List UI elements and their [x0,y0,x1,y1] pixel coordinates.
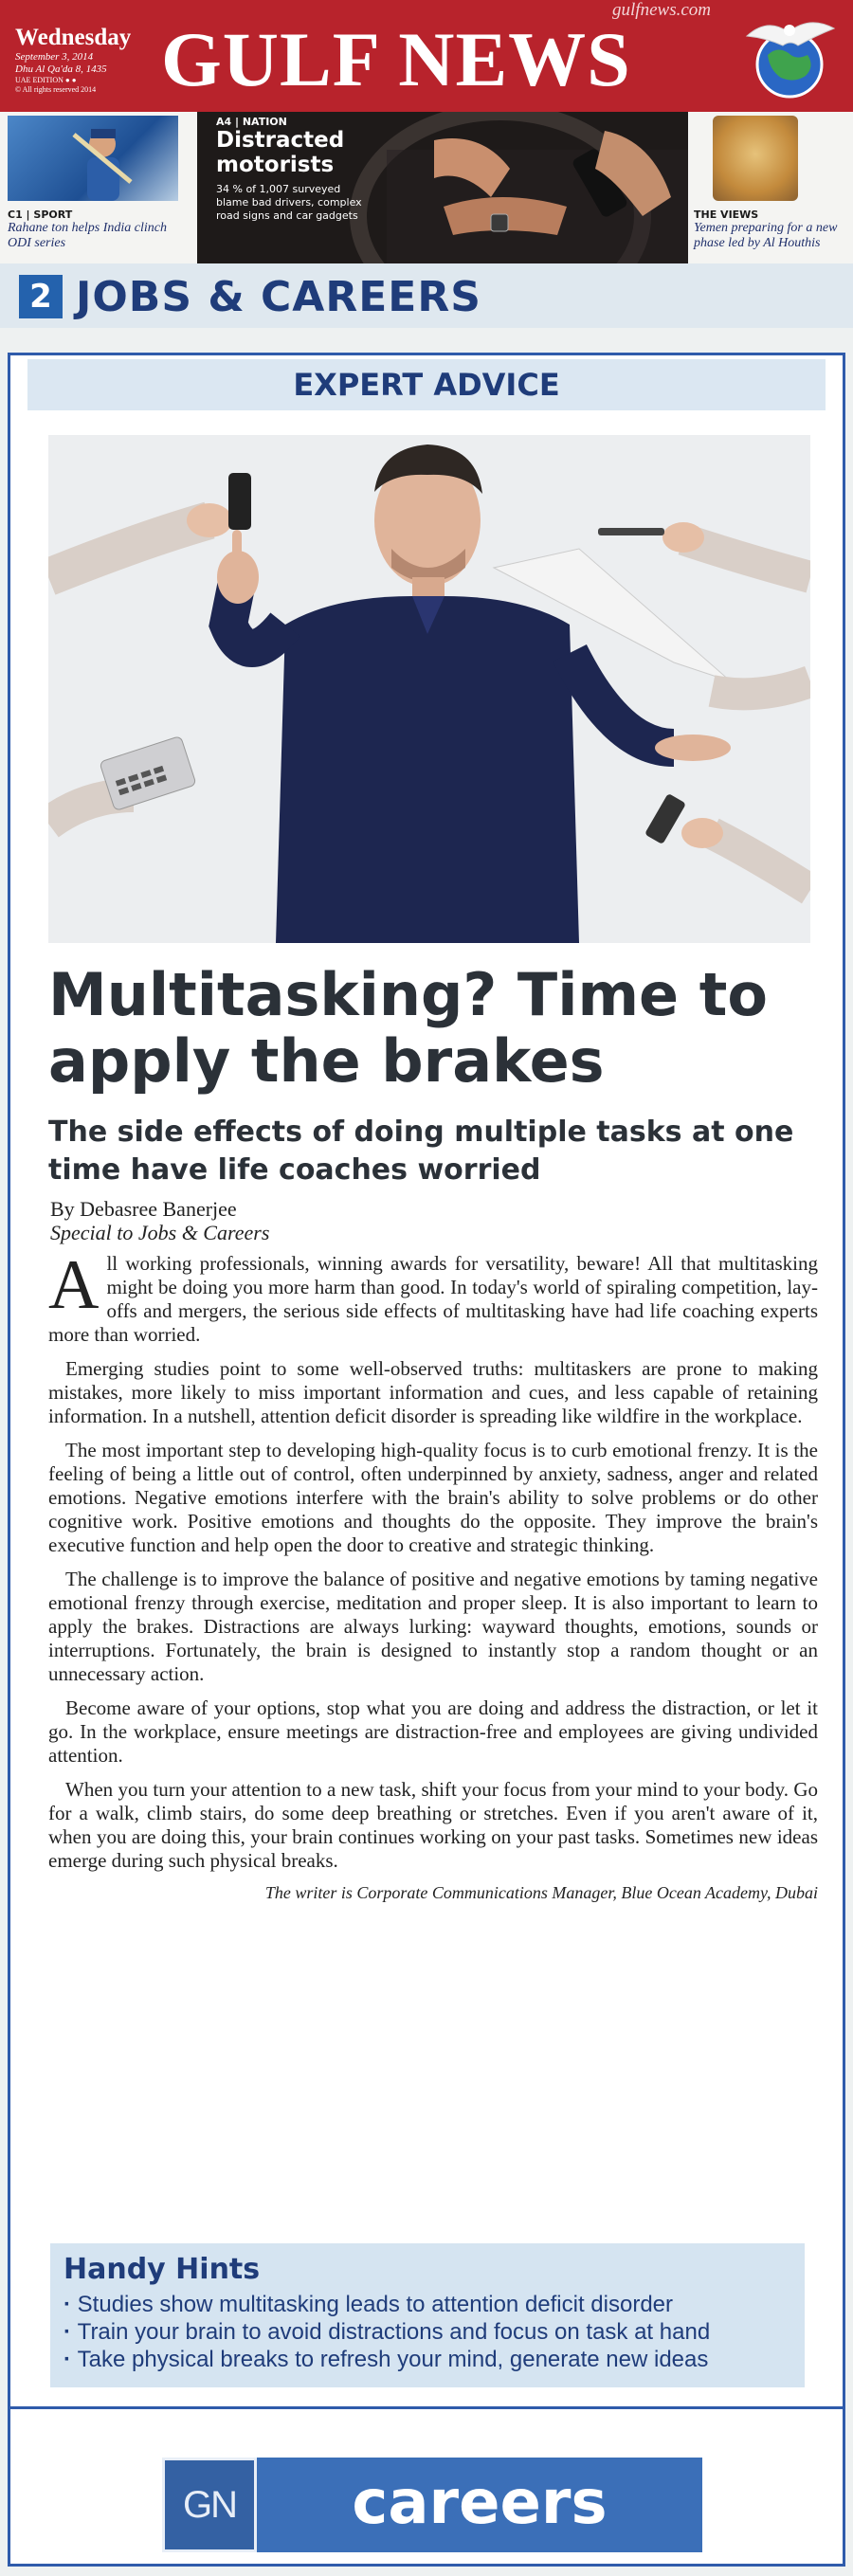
article-paragraph [48,1246,818,1347]
views-teaser-text: Yemen preparing for a new phase led by Al Houthis [694,221,838,250]
hints-title: Handy Hints [64,2253,261,2286]
issue-date: September 3, 2014 [15,51,94,63]
sport-tag: C1 | SPORT [8,209,73,221]
article-headline: Multitasking? Time to apply the brakes [48,960,768,1096]
nation-teaser-text-block [216,116,368,223]
paragraph-text: ll working professionals, winning awards for versatility, beware! All that multitasking might be doing you more harm than good. In today's world of spiraling competition, lay-offs and mergers, the serious side effects of multitasking have had life coaching experts more than worried. [48,1252,818,1346]
article-paragraph: The most important step to developing high-quality focus is to curb emotional frenzy. It is the feeling of being a little out of control, often underpinned by anxiety, sadness, anger and related emotions. Negative emotions interfere with the brain's ability to solve problems or do other cognitive work. Positive emotions and thoughts do the opposite. They improve the brain's executive function and help open the door to creative and strategic thinking. [48,1439,818,1556]
sport-teaser-text: Rahane ton helps India clinch ODI series [8,221,167,250]
hint-item: · Take physical breaks to refresh your mind, generate new ideas [64,2346,791,2373]
issue-day: Wednesday [15,25,132,50]
teaser-sport[interactable] [8,116,178,258]
article-body [48,1246,818,1903]
views-photo [713,116,798,201]
cricketer-illustration [8,116,178,201]
author-name: By Debasree Banerjee [50,1197,237,1221]
multitasking-man-photo [48,435,810,943]
teaser-strip [0,112,853,263]
article-subhead: The side effects of doing multiple tasks at one time have life coaches worried [48,1116,794,1187]
website-url[interactable]: gulfnews.com [612,0,711,20]
careers-wordmark: careers [257,2458,702,2552]
views-tag: THE VIEWS [694,209,759,221]
article-paragraph: Become aware of your options, stop what you are doing and address the distraction, or let it go. In the workplace, ensure meetings are distraction-free and employees are giving undivided attention. [48,1696,818,1767]
nation-desc: 34 % of 1,007 surveyed blame bad drivers, complex road signs and car gadgets [216,183,362,222]
article-kicker: EXPERT ADVICE [27,359,826,410]
edition-label: UAE EDITION ● ● [15,76,77,84]
article-paragraph: The challenge is to improve the balance of positive and negative emotions by taming negative emotional frenzy through exercise, meditation and proper sleep. It is also important to learn to apply the brakes. Distractions are always lurking: wayward thoughts, emotions, sounds or interruptions. Fortunately, the brain is designed to instantly stop a random thought or an unnecessary action. [48,1568,818,1685]
nation-headline: Distracted motorists [216,128,345,177]
drop-cap: A [48,1246,100,1324]
gn-logo-mark: GN [162,2458,257,2552]
hint-item: · Train your brain to avoid distractions and focus on task at hand [64,2318,791,2346]
rights-label: © All rights reserved 2014 [15,85,97,94]
nation-tag: A4 | NATION [216,116,287,128]
footer-divider [10,2406,843,2409]
article-paragraph: When you turn your attention to a new task, shift your focus from your mind to your body. Go for a walk, climb stairs, do some deep breathing or stretches. Even if you aren't aware of it, when you are doing this, your brain continues working on your past tasks. Sometimes new ideas emerge during such physical breaks. [48,1778,818,1872]
masthead [0,0,853,112]
teaser-views[interactable] [694,116,849,258]
section-number: 2 [19,275,63,318]
falcon-globe-emblem-icon [739,8,840,100]
article-frame [8,353,845,2567]
hint-item: · Studies show multitasking leads to attention deficit disorder [64,2291,791,2318]
byline [50,1197,269,1244]
issue-date-block [15,25,131,95]
section-title: JOBS & CAREERS [76,273,481,321]
article-paragraph: Emerging studies point to some well-observed truths: multitaskers are prone to making mistakes, more likely to miss important information and cues, and less capable of retaining information. In a nutshell, attention deficit disorder is spreading like wildfire in the workplace. [48,1357,818,1427]
section-header [0,263,853,328]
gn-careers-logo[interactable] [162,2458,702,2552]
teaser-nation[interactable] [197,112,688,263]
newspaper-logo: GULF NEWS [161,16,631,102]
handy-hints-box [50,2243,805,2387]
issue-hijri-date: Dhu Al Qa'da 8, 1435 [15,63,107,75]
author-role: Special to Jobs & Careers [50,1221,270,1244]
hints-list [64,2291,791,2373]
sport-photo [8,116,178,201]
writer-credit: The writer is Corporate Communications Manager, Blue Ocean Academy, Dubai [264,1883,818,1902]
